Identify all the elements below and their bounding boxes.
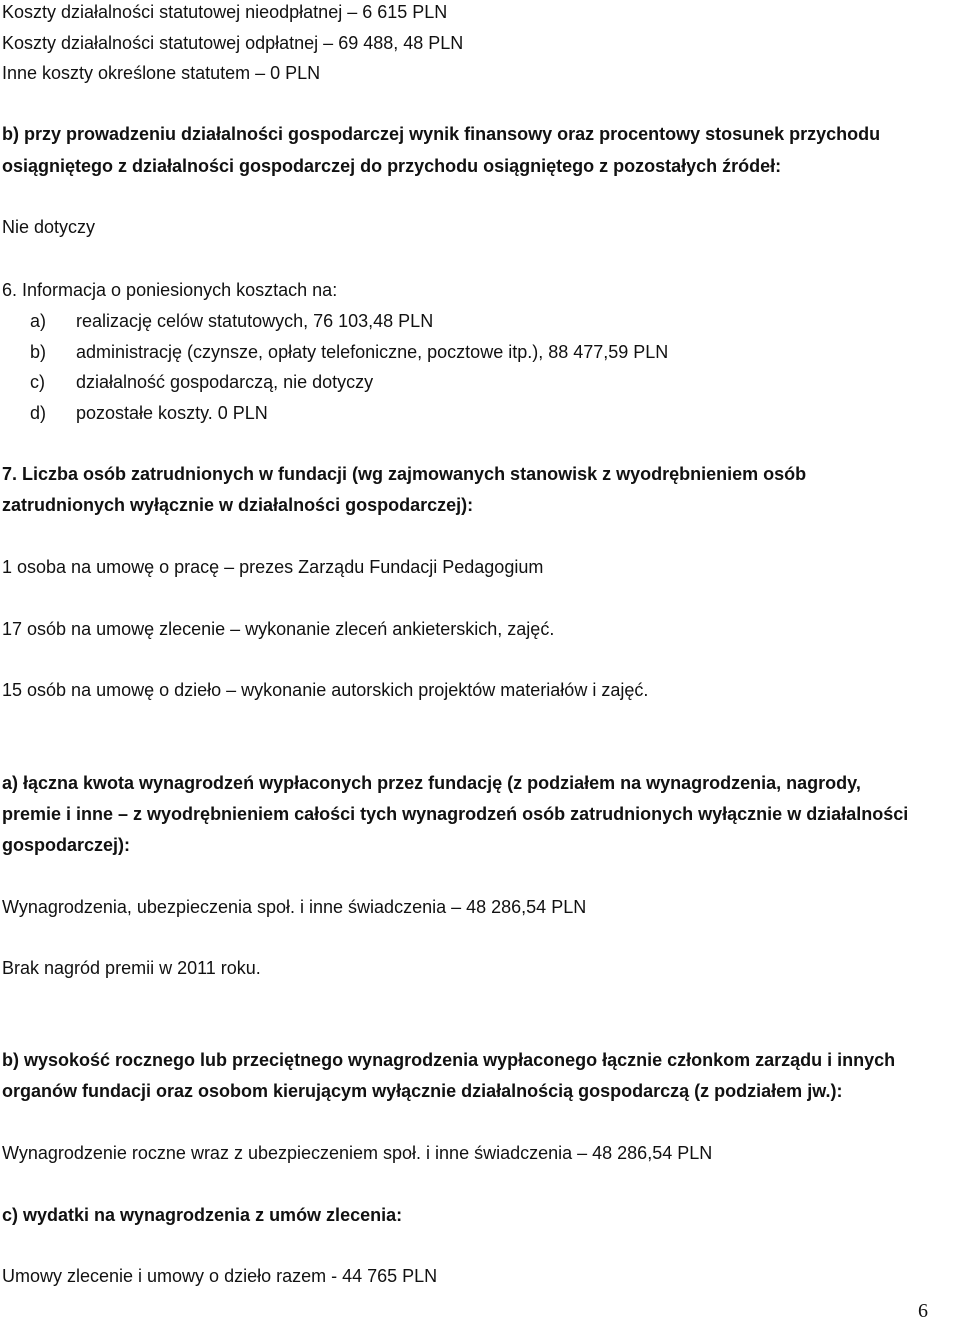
section-a-text-1: Wynagrodzenia, ubezpieczenia społ. i inne świadczenia – 48 286,54 PLN: [2, 897, 587, 917]
section7-heading-line-2: zatrudnionych wyłącznie w działalności gospodarczej):: [2, 495, 474, 515]
employee-line-1: 1 osoba na umowę o pracę – prezes Zarządu Fundacji Pedagogium: [2, 557, 544, 577]
section-b-heading-line-2: organów fundacji oraz osobom kierującym wyłącznie działalnością gospodarczą (z podziałem jw.):: [2, 1081, 843, 1101]
section-a-heading-line-1: a) łączna kwota wynagrodzeń wypłaconych przez fundację (z podziałem na wynagrodzenia, nagrody,: [2, 773, 861, 793]
item-marker: d): [30, 403, 47, 423]
item-text: działalność gospodarczą, nie dotyczy: [76, 372, 374, 392]
section-a-text-2: Brak nagród premii w 2011 roku.: [2, 958, 261, 978]
section6-item-c: [30, 371, 373, 393]
item-marker: b): [30, 342, 47, 362]
section6-item-d: [30, 402, 268, 424]
costs-line-3: Inne koszty określone statutem – 0 PLN: [2, 63, 321, 83]
section-b-text: Wynagrodzenie roczne wraz z ubezpieczeniem społ. i inne świadczenia – 48 286,54 PLN: [2, 1143, 713, 1163]
section-c-text: Umowy zlecenie i umowy o dzieło razem - 44 765 PLN: [2, 1266, 438, 1286]
section6-heading: 6. Informacja o poniesionych kosztach na:: [2, 280, 338, 300]
section-c-heading: c) wydatki na wynagrodzenia z umów zlecenia:: [2, 1205, 403, 1225]
section-b-heading-line-1: b) wysokość rocznego lub przeciętnego wynagrodzenia wypłaconego łącznie członkom zarządu i innych: [2, 1050, 896, 1070]
item-text: administrację (czynsze, opłaty telefoniczne, pocztowe itp.), 88 477,59 PLN: [76, 342, 669, 362]
item-text: pozostałe koszty. 0 PLN: [76, 403, 268, 423]
item-text: realizację celów statutowych, 76 103,48 PLN: [76, 311, 434, 331]
section7-heading-line-1: 7. Liczba osób zatrudnionych w fundacji (wg zajmowanych stanowisk z wyodrębnieniem osób: [2, 464, 807, 484]
section6-item-b: [30, 341, 668, 363]
item-marker: a): [30, 311, 47, 331]
employee-line-2: 17 osób na umowę zlecenie – wykonanie zleceń ankieterskich, zajęć.: [2, 619, 555, 639]
section6-item-a: [30, 310, 433, 332]
costs-line-2: Koszty działalności statutowej odpłatnej – 69 488, 48 PLN: [2, 33, 464, 53]
item-marker: c): [30, 372, 45, 392]
page-number: 6: [918, 1300, 928, 1322]
section-a-heading-line-2: premie i inne – z wyodrębnieniem całości tych wynagrodzeń osób zatrudnionych wyłącznie w działalności: [2, 804, 909, 824]
business-heading-line-1: b) przy prowadzeniu działalności gospodarczej wynik finansowy oraz procentowy stosunek przychodu: [2, 124, 881, 144]
business-answer: Nie dotyczy: [2, 217, 96, 237]
business-heading-line-2: osiągniętego z działalności gospodarczej do przychodu osiągniętego z pozostałych źródeł:: [2, 156, 782, 176]
section-a-heading-line-3: gospodarczej):: [2, 835, 131, 855]
costs-line-1: Koszty działalności statutowej nieodpłatnej – 6 615 PLN: [2, 2, 448, 22]
employee-line-3: 15 osób na umowę o dzieło – wykonanie autorskich projektów materiałów i zajęć.: [2, 680, 649, 700]
